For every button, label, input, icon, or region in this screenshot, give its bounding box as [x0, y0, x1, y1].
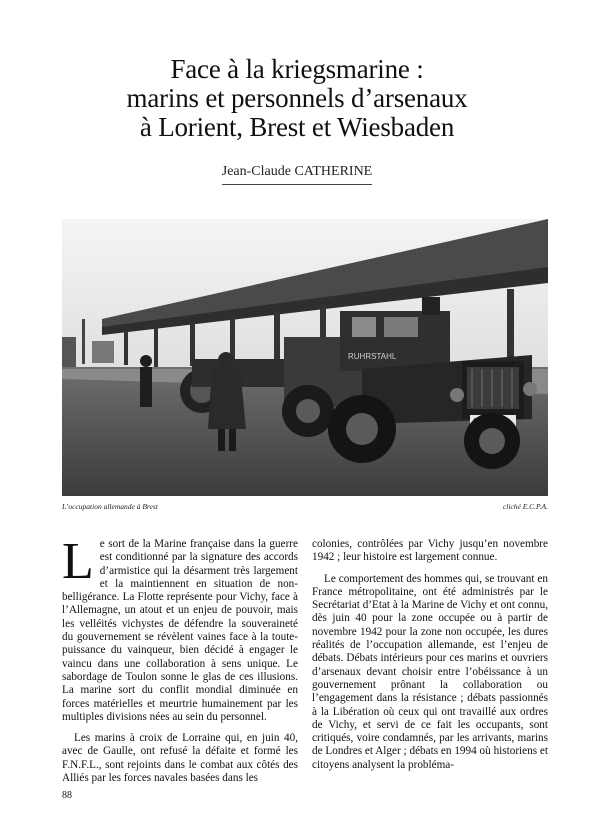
title-line-2: marins et personnels d’arsenaux	[126, 83, 468, 113]
title-line-1: Face à la kriegsmarine :	[170, 54, 424, 84]
drop-cap: L	[62, 533, 94, 590]
title-line-3: à Lorient, Brest et Wiesbaden	[139, 112, 455, 142]
paragraph-intro-text: e sort de la Marine française dans la guerre est conditionné par la signature des accords d’armistice qui la désarment très largement et la maintiennent en situation de non-belligérance. La Flotte représente pour Vichy, face à l’Allemagne, un atout et un enjeu de pouvoir, mais les velléités vichystes de défendre la souveraineté du gouvernement se révèlent vaines face à la toute-puissance du vainqueur, bien décidé à engager le vaincu dans une collaboration à sens unique. Le sabordage de Toulon sonne le glas de ces illusions. La marine sort du conflit mondial diminuée en forces matérielles et meurtrie humainement par les multiples divisions nées au sein du personnel.	[62, 538, 298, 723]
article-title	[0, 55, 594, 142]
photo-caption: L’occupation allemande à Brest	[62, 502, 158, 511]
text-column-right	[312, 538, 548, 780]
text-column-left	[62, 533, 298, 793]
truck-lettering: RUHRSTAHL	[348, 352, 397, 361]
paragraph-intro	[62, 533, 298, 724]
historical-photo	[62, 219, 548, 496]
paragraph-behaviour: Le comportement des hommes qui, se trouvant en France métropolitaine, ont été administrés par le Secrétariat d’Etat à la Marine de Vichy et ont connu, dès juin 40 pour la zone occupée ou à partir de novembre 1942 pour la zone non occupée, les dures réalités de l’occupation allemande, est l’enjeu de débats. Débats intérieurs pour ces marins et ouvriers d’arsenaux devant choisir entre l’obéissance à un gouvernement prônant la collaboration ou l’engagement dans la résistance ; débats passionnés à la Libération où ceux qui ont travaillé aux ordres de Vichy, et servi de ce fait les occupants, sont critiqués, voire condamnés, par les arrivants, marins de Londres et Alger ; débats en 1994 où historiens et citoyens analysent la probléma-	[312, 572, 548, 771]
author-name: Jean-Claude CATHERINE	[221, 164, 373, 179]
paragraph-colonies: colonies, contrôlées par Vichy jusqu’en novembre 1942 ; leur histoire est largement connue.	[312, 538, 548, 564]
page-number: 88	[62, 790, 72, 801]
paragraph-fnfl: Les marins à croix de Lorraine qui, en juin 40, avec de Gaulle, ont refusé la défaite et formé les F.N.F.L., sont rejoints dans le combat aux côtés des Alliés par les forces navales basées dans les	[62, 732, 298, 785]
author-divider	[222, 184, 372, 185]
photo-credit: cliché E.C.P.A.	[502, 502, 548, 511]
